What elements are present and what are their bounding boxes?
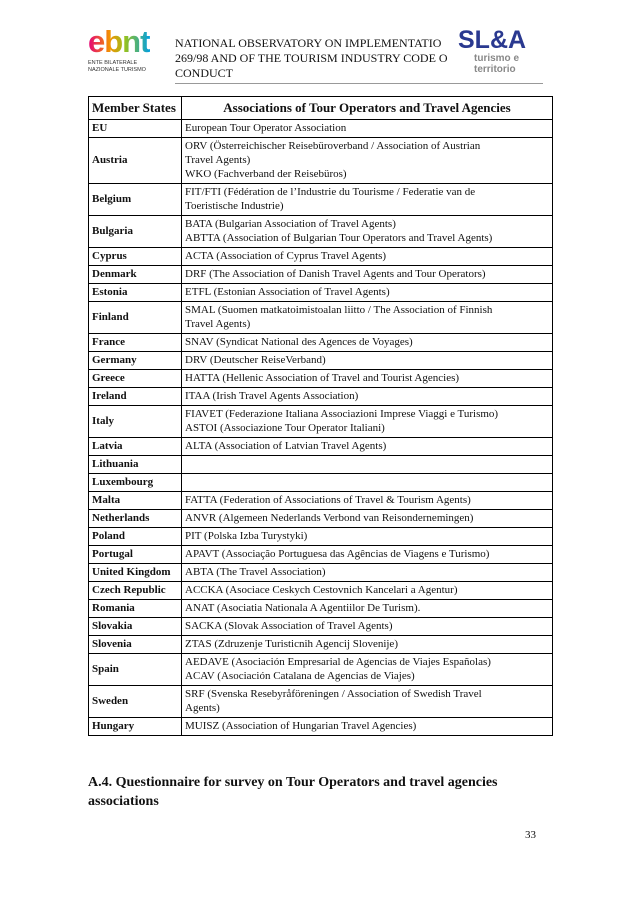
association-cell xyxy=(182,718,553,736)
table-row xyxy=(89,138,553,184)
association-line: ALTA (Association of Latvian Travel Agents) xyxy=(185,440,387,452)
table-row xyxy=(89,388,553,406)
association-cell xyxy=(182,284,553,302)
association-cell xyxy=(182,266,553,284)
association-line: ANAT (Asociatia Nationala A Agentiilor De Turism). xyxy=(185,602,421,614)
association-line: ORV (Österreichischer Reisebüroverband / Association of Austrian xyxy=(185,140,481,152)
member-state-cell: Portugal xyxy=(89,546,182,564)
table-row xyxy=(89,564,553,582)
table-row xyxy=(89,510,553,528)
member-state-cell: Hungary xyxy=(89,718,182,736)
association-cell xyxy=(182,474,553,492)
table-row xyxy=(89,636,553,654)
association-cell xyxy=(182,388,553,406)
association-line: DRV (Deutscher ReiseVerband) xyxy=(185,354,326,366)
association-line: SNAV (Syndicat National des Agences de Voyages) xyxy=(185,336,413,348)
member-state-cell: France xyxy=(89,334,182,352)
member-state-cell: Spain xyxy=(89,654,182,686)
member-state-cell: Czech Republic xyxy=(89,582,182,600)
association-cell xyxy=(182,248,553,266)
association-line: Travel Agents) xyxy=(185,154,251,166)
member-state-cell: Luxembourg xyxy=(89,474,182,492)
association-line: ACTA (Association of Cyprus Travel Agents) xyxy=(185,250,387,262)
table-row xyxy=(89,582,553,600)
association-line: ASTOI (Associazione Tour Operator Italiani) xyxy=(185,422,385,434)
table-row xyxy=(89,600,553,618)
association-line: FIT/FTI (Fédération de l’Industrie du Tourisme / Federatie van de xyxy=(185,186,476,198)
association-line: ITAA (Irish Travel Agents Association) xyxy=(185,390,359,402)
section-heading: A.4. Questionnaire for survey on Tour Operators and travel agencies associations xyxy=(88,775,498,809)
table-row xyxy=(89,248,553,266)
member-state-cell: Austria xyxy=(89,138,182,184)
association-line xyxy=(185,475,549,489)
table-row xyxy=(89,686,553,718)
association-cell xyxy=(182,216,553,248)
slna-logo-mark: SL&A xyxy=(458,26,527,54)
member-state-cell: Belgium xyxy=(89,184,182,216)
column-header-member-states: Member States xyxy=(89,97,182,120)
association-cell xyxy=(182,528,553,546)
table-row xyxy=(89,184,553,216)
table-row xyxy=(89,334,553,352)
member-state-cell: Romania xyxy=(89,600,182,618)
table-row xyxy=(89,718,553,736)
member-state-cell: Greece xyxy=(89,370,182,388)
association-line: ANVR (Algemeen Nederlands Verbond van Reisondernemingen) xyxy=(185,512,474,524)
association-cell xyxy=(182,546,553,564)
association-line: ACCKA (Asociace Ceskych Cestovnich Kancelari a Agentur) xyxy=(185,584,458,596)
association-cell xyxy=(182,352,553,370)
association-cell xyxy=(182,654,553,686)
member-state-cell: Bulgaria xyxy=(89,216,182,248)
member-state-cell: Finland xyxy=(89,302,182,334)
association-cell xyxy=(182,184,553,216)
association-line: ABTA (The Travel Association) xyxy=(185,566,326,578)
ebnt-logo xyxy=(88,26,150,84)
table-row xyxy=(89,370,553,388)
table-row xyxy=(89,474,553,492)
association-line: APAVT (Associação Portuguesa das Agências de Viagens e Turismo) xyxy=(185,548,490,560)
table-header-row xyxy=(89,97,553,120)
slna-logo-subtitle: turismo e territorio xyxy=(474,53,520,75)
association-line: MUISZ (Association of Hungarian Travel Agencies) xyxy=(185,720,417,732)
association-cell xyxy=(182,686,553,718)
association-line: AEDAVE (Asociación Empresarial de Agencias de Viajes Españolas) xyxy=(185,656,491,668)
association-line: PIT (Polska Izba Turystyki) xyxy=(185,530,308,542)
association-line: Toeristische Industrie) xyxy=(185,200,284,212)
association-line: DRF (The Association of Danish Travel Agents and Tour Operators) xyxy=(185,268,486,280)
member-state-cell: Lithuania xyxy=(89,456,182,474)
member-state-cell: Sweden xyxy=(89,686,182,718)
association-line: ABTTA (Association of Bulgarian Tour Operators and Travel Agents) xyxy=(185,232,493,244)
association-line: FIAVET (Federazione Italiana Associazioni Imprese Viaggi e Turismo) xyxy=(185,408,499,420)
association-line xyxy=(185,457,549,471)
association-cell xyxy=(182,120,553,138)
association-line: SMAL (Suomen matkatoimistoalan liitto / The Association of Finnish xyxy=(185,304,493,316)
member-state-cell: Cyprus xyxy=(89,248,182,266)
page-header xyxy=(0,0,638,90)
association-line: SACKA (Slovak Association of Travel Agents) xyxy=(185,620,393,632)
association-line: SRF (Svenska Resebyråföreningen / Association of Swedish Travel xyxy=(185,688,482,700)
table-row xyxy=(89,284,553,302)
table-row xyxy=(89,352,553,370)
member-state-cell: Germany xyxy=(89,352,182,370)
association-line: ETFL (Estonian Association of Travel Agents) xyxy=(185,286,390,298)
table-row xyxy=(89,492,553,510)
header-title: NATIONAL OBSERVATORY ON IMPLEMENTATIO 269/98 AND OF THE TOURISM INDUSTRY CODE O CONDUCT xyxy=(175,36,448,80)
association-line: European Tour Operator Association xyxy=(185,122,347,134)
association-line: WKO (Fachverband der Reisebüros) xyxy=(185,168,347,180)
column-header-associations: Associations of Tour Operators and Travel Agencies xyxy=(182,97,553,120)
table-row xyxy=(89,120,553,138)
association-cell xyxy=(182,138,553,184)
association-cell xyxy=(182,302,553,334)
header-divider xyxy=(175,83,543,84)
association-cell xyxy=(182,510,553,528)
table-body xyxy=(89,120,553,736)
slna-logo xyxy=(458,28,558,75)
table-row xyxy=(89,654,553,686)
member-state-cell: EU xyxy=(89,120,182,138)
association-cell xyxy=(182,582,553,600)
member-state-cell: Poland xyxy=(89,528,182,546)
table-row xyxy=(89,302,553,334)
ebnt-logo-subtitle: ENTE BILATERALE NAZIONALE TURISMO xyxy=(88,60,146,73)
member-state-cell: United Kingdom xyxy=(89,564,182,582)
association-line: FATTA (Federation of Associations of Travel & Tourism Agents) xyxy=(185,494,471,506)
member-state-cell: Estonia xyxy=(89,284,182,302)
table-row xyxy=(89,406,553,438)
member-state-cell: Netherlands xyxy=(89,510,182,528)
association-line: ZTAS (Zdruzenje Turisticnih Agencij Slovenije) xyxy=(185,638,398,650)
member-state-cell: Italy xyxy=(89,406,182,438)
table-row xyxy=(89,438,553,456)
association-cell xyxy=(182,456,553,474)
member-state-cell: Slovenia xyxy=(89,636,182,654)
association-cell xyxy=(182,334,553,352)
table-row xyxy=(89,266,553,284)
association-line: HATTA (Hellenic Association of Travel and Tourist Agencies) xyxy=(185,372,460,384)
table-row xyxy=(89,528,553,546)
member-state-cell: Slovakia xyxy=(89,618,182,636)
ebnt-logo-mark: ebnt xyxy=(88,24,150,59)
association-line: Agents) xyxy=(185,702,220,714)
member-state-cell: Latvia xyxy=(89,438,182,456)
member-state-cell: Ireland xyxy=(89,388,182,406)
table-row xyxy=(89,618,553,636)
association-cell xyxy=(182,600,553,618)
association-cell xyxy=(182,618,553,636)
page-number: 33 xyxy=(525,829,536,841)
table-row xyxy=(89,456,553,474)
member-state-cell: Denmark xyxy=(89,266,182,284)
table-row xyxy=(89,216,553,248)
association-line: Travel Agents) xyxy=(185,318,251,330)
association-cell xyxy=(182,564,553,582)
association-cell xyxy=(182,406,553,438)
associations-table xyxy=(88,96,553,736)
association-line: BATA (Bulgarian Association of Travel Agents) xyxy=(185,218,396,230)
table-row xyxy=(89,546,553,564)
association-cell xyxy=(182,636,553,654)
association-cell xyxy=(182,370,553,388)
association-line: ACAV (Asociación Catalana de Agencias de Viajes) xyxy=(185,670,415,682)
association-cell xyxy=(182,438,553,456)
association-cell xyxy=(182,492,553,510)
member-state-cell: Malta xyxy=(89,492,182,510)
